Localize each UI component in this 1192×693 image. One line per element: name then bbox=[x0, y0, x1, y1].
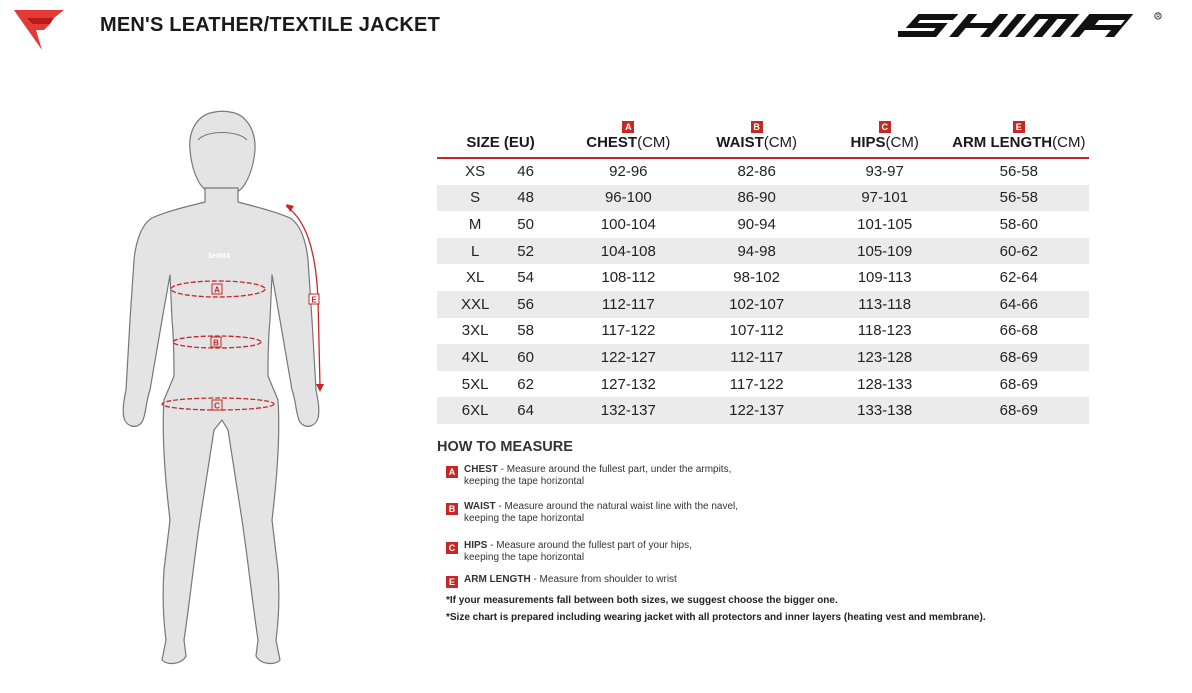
cell-hips: 101-105 bbox=[857, 215, 913, 233]
cell-eu: 60 bbox=[513, 344, 564, 371]
cell-hips: 97-101 bbox=[821, 185, 949, 212]
table-header-row bbox=[437, 118, 1089, 158]
cell-arm: 64-66 bbox=[949, 291, 1089, 318]
cell-waist: 82-86 bbox=[737, 163, 776, 181]
cell-arm: 58-60 bbox=[999, 215, 1038, 233]
cell-waist: 90-94 bbox=[737, 215, 776, 233]
cell-hips: 109-113 bbox=[857, 269, 912, 287]
col-size bbox=[437, 118, 564, 158]
cell-waist: 117-122 bbox=[729, 375, 784, 393]
measure-name: ARM LENGTH bbox=[464, 574, 531, 585]
cell-arm: 56-58 bbox=[949, 185, 1089, 212]
cell-hips: 105-109 bbox=[821, 238, 949, 265]
cell-size: L bbox=[437, 238, 513, 265]
col-hips-letter: C bbox=[879, 121, 891, 133]
cell-hips: 123-128 bbox=[821, 344, 949, 371]
cell-eu: 64 bbox=[513, 397, 564, 424]
cell-waist: 102-107 bbox=[693, 291, 821, 318]
cell-size: 6XL bbox=[437, 397, 513, 424]
cell-eu: 54 bbox=[517, 269, 534, 287]
cell-waist: 122-137 bbox=[693, 397, 821, 424]
svg-text:SHIMA: SHIMA bbox=[208, 253, 231, 260]
marker-e: E bbox=[311, 295, 317, 305]
measure-letter: E bbox=[446, 576, 458, 588]
col-waist-label: WAIST bbox=[716, 134, 764, 151]
marker-a: A bbox=[214, 285, 220, 295]
table-row bbox=[437, 397, 1089, 424]
table-row bbox=[437, 318, 1089, 345]
cell-size: 3XL bbox=[461, 322, 489, 340]
cell-size: XS bbox=[465, 163, 486, 181]
measure-letter: B bbox=[446, 503, 458, 515]
col-waist-letter: B bbox=[751, 121, 763, 133]
table-row bbox=[437, 264, 1089, 291]
measure-item-chest bbox=[446, 464, 764, 488]
measure-item-waist bbox=[446, 501, 764, 525]
cell-chest: 112-117 bbox=[564, 291, 692, 318]
col-waist bbox=[693, 118, 821, 158]
measure-desc-2: keeping the tape horizontal bbox=[464, 476, 585, 487]
cell-size: S bbox=[437, 185, 513, 212]
col-chest bbox=[564, 118, 692, 158]
cell-size: XXL bbox=[437, 291, 513, 318]
cell-hips: 118-123 bbox=[857, 322, 912, 340]
cell-chest: 92-96 bbox=[609, 163, 648, 181]
cell-waist: 94-98 bbox=[693, 238, 821, 265]
col-arm-unit: (CM) bbox=[1052, 134, 1086, 151]
cell-eu: 58 bbox=[517, 322, 534, 340]
cell-eu: 48 bbox=[513, 185, 564, 212]
cell-hips: 113-118 bbox=[821, 291, 949, 318]
cell-hips: 93-97 bbox=[865, 163, 904, 181]
col-arm bbox=[949, 118, 1089, 158]
svg-text:R: R bbox=[1156, 14, 1161, 20]
note-protectors: *Size chart is prepared including wearing jacket with all protectors and inner layers (heating vest and membrane). bbox=[446, 612, 986, 623]
measure-desc-2: keeping the tape horizontal bbox=[464, 552, 585, 563]
col-chest-unit: (CM) bbox=[637, 134, 671, 151]
cell-arm: 68-69 bbox=[949, 344, 1089, 371]
page-title: MEN'S LEATHER/TEXTILE JACKET bbox=[100, 14, 441, 36]
measure-name: WAIST bbox=[464, 501, 496, 512]
cell-chest: 108-112 bbox=[601, 269, 656, 287]
brand-mark-icon bbox=[14, 10, 64, 50]
cell-size: 5XL bbox=[461, 375, 489, 393]
cell-waist: 112-117 bbox=[693, 344, 821, 371]
table-row bbox=[437, 158, 1089, 185]
cell-eu: 62 bbox=[517, 375, 534, 393]
col-hips-label: HIPS bbox=[850, 134, 886, 151]
how-to-measure-title: HOW TO MEASURE bbox=[437, 439, 573, 455]
col-chest-label: CHEST bbox=[586, 134, 638, 151]
cell-waist: 86-90 bbox=[693, 185, 821, 212]
body-figure bbox=[110, 100, 350, 675]
cell-waist: 98-102 bbox=[733, 269, 780, 287]
shima-logo bbox=[898, 10, 1163, 44]
cell-arm: 60-62 bbox=[949, 238, 1089, 265]
marker-b: B bbox=[213, 338, 219, 348]
measure-desc: - Measure around the fullest part of your hips, bbox=[487, 540, 692, 551]
measure-desc: - Measure from shoulder to wrist bbox=[530, 574, 677, 585]
cell-eu: 46 bbox=[517, 163, 534, 181]
table-row bbox=[437, 211, 1089, 238]
table-row bbox=[437, 185, 1089, 212]
measure-desc: - Measure around the natural waist line with the navel, bbox=[495, 501, 739, 512]
col-hips bbox=[821, 118, 949, 158]
cell-eu: 52 bbox=[513, 238, 564, 265]
cell-chest: 96-100 bbox=[564, 185, 692, 212]
cell-chest: 100-104 bbox=[600, 215, 656, 233]
measure-item-arm bbox=[446, 574, 764, 588]
table-row bbox=[437, 238, 1089, 265]
cell-size: M bbox=[468, 215, 482, 233]
table-row bbox=[437, 344, 1089, 371]
cell-arm: 66-68 bbox=[999, 322, 1038, 340]
cell-eu: 50 bbox=[517, 215, 534, 233]
measure-desc: - Measure around the fullest part, under the armpits, bbox=[497, 464, 732, 475]
cell-hips: 128-133 bbox=[857, 375, 913, 393]
cell-hips: 133-138 bbox=[821, 397, 949, 424]
cell-chest: 127-132 bbox=[600, 375, 656, 393]
cell-arm: 68-69 bbox=[949, 397, 1089, 424]
measure-item-hips bbox=[446, 540, 764, 564]
cell-eu: 56 bbox=[513, 291, 564, 318]
col-waist-unit: (CM) bbox=[763, 134, 798, 151]
cell-size: 4XL bbox=[437, 344, 513, 371]
cell-chest: 132-137 bbox=[564, 397, 692, 424]
table-row bbox=[437, 371, 1089, 398]
col-arm-letter: E bbox=[1013, 121, 1025, 133]
measure-desc-2: keeping the tape horizontal bbox=[464, 513, 585, 524]
cell-arm: 62-64 bbox=[999, 269, 1038, 287]
measure-letter: C bbox=[446, 542, 458, 554]
measure-name: CHEST bbox=[464, 464, 498, 475]
cell-chest: 117-122 bbox=[601, 322, 656, 340]
measure-letter: A bbox=[446, 466, 458, 478]
cell-chest: 104-108 bbox=[564, 238, 692, 265]
table-row bbox=[437, 291, 1089, 318]
col-hips-unit: (CM) bbox=[885, 134, 919, 151]
cell-arm: 68-69 bbox=[999, 375, 1038, 393]
col-size-label: SIZE (EU) bbox=[466, 134, 535, 151]
note-bigger-size: *If your measurements fall between both sizes, we suggest choose the bigger one. bbox=[446, 595, 838, 606]
measure-name: HIPS bbox=[464, 540, 488, 551]
cell-arm: 56-58 bbox=[999, 163, 1038, 181]
size-table bbox=[437, 118, 1089, 424]
cell-chest: 122-127 bbox=[564, 344, 692, 371]
cell-size: XL bbox=[465, 269, 485, 287]
col-arm-label: ARM LENGTH bbox=[952, 134, 1053, 151]
cell-waist: 107-112 bbox=[729, 322, 784, 340]
marker-c: C bbox=[214, 401, 220, 411]
col-chest-letter: A bbox=[622, 121, 634, 133]
